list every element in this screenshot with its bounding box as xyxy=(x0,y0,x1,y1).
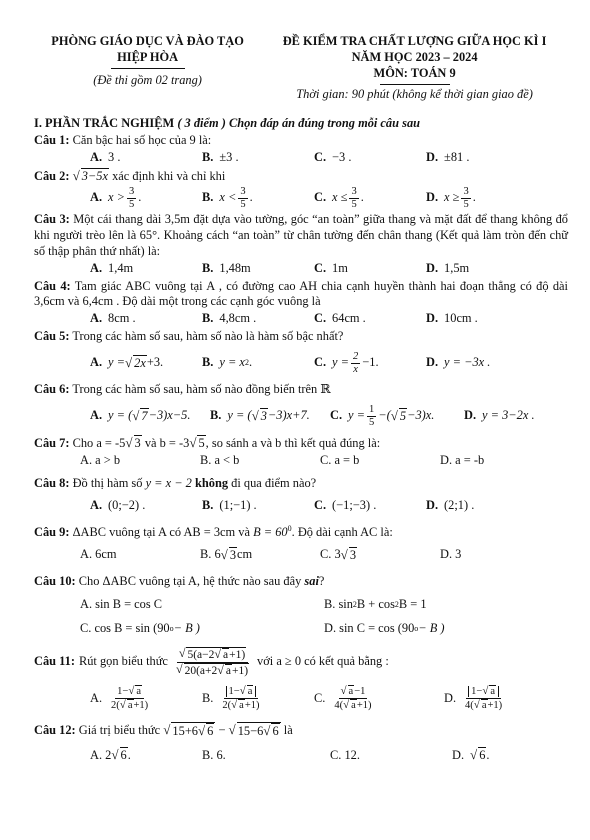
question-5 xyxy=(34,329,568,375)
option-d[interactable]: D. 1− √ a 4( √ a +1) xyxy=(444,685,503,711)
question-11-options xyxy=(90,685,568,711)
pages-note: (Đề thi gồm 02 trang) xyxy=(93,72,202,87)
answer-options xyxy=(80,547,568,564)
answer-options xyxy=(90,261,568,277)
option-a[interactable]: A. 6cm xyxy=(80,547,117,562)
question-label: Câu 3: xyxy=(34,212,70,227)
school-year: NĂM HỌC 2023 – 2024 xyxy=(351,49,478,64)
question-8: Câu 8: Đồ thị hàm số y = x − 2 không đi qua điểm nào? A. (0;−2) . B. (1;−1) . C. (−1;−3) . D. (2;1) . xyxy=(34,476,568,514)
option-c[interactable]: C. a = b xyxy=(320,453,360,468)
question-label: Câu 6: xyxy=(34,382,70,397)
question-text: Tam giác ABC vuông tại A , có đường cao AH chia cạnh huyền thành hai đoạn thẳng có độ dài 3,6cm và 6,4cm . Độ dài một trong các cạnh góc vuông là xyxy=(34,278,568,309)
option-a[interactable]: A. x > $\frac{3}{5}$ . xyxy=(90,186,142,210)
option-d[interactable]: D. x ≥ $\frac{3}{5}$ . xyxy=(426,186,476,210)
option-d[interactable]: D. √ 6 . xyxy=(452,747,490,763)
sqrt-expression: √ 3−5x xyxy=(72,168,108,184)
question-12: Câu 12: Giá trị biểu thức √ 15+6 √ 6 − √ 15−6 √ 6 là A. 2 √ 6 . B. 6. C. 12. D. √ 6 . xyxy=(34,722,568,765)
option-b[interactable]: B. x < $\frac{3}{5}$ . xyxy=(202,186,253,210)
option-d[interactable]: D. sin C = cos (90 o − B ) xyxy=(324,621,445,636)
question-4 xyxy=(34,279,568,328)
answer-options xyxy=(90,311,568,327)
question-label: Câu 10: xyxy=(34,573,76,588)
answer-options xyxy=(90,404,568,428)
option-d[interactable]: D. y = −3x . xyxy=(426,355,491,370)
question-label: Câu 11: xyxy=(34,654,75,669)
question-11: Câu 11: Rút gọn biểu thức √ 5(a−2 √ a +1) √ 20(a+2 √ a +1) với a ≥ 0 có kết quả bằng : xyxy=(34,646,389,677)
question-label: Câu 5: xyxy=(34,329,70,344)
option-d[interactable]: D. 3 xyxy=(440,547,462,562)
section-title: I. PHẦN TRẮC NGHIỆM xyxy=(34,115,175,130)
option-a[interactable]: A. (0;−2) . xyxy=(90,497,146,512)
option-a[interactable]: A. 1− √ a 2( √ a +1) xyxy=(90,685,149,711)
question-label: Câu 9: xyxy=(34,524,70,539)
option-a[interactable]: A. sin B = cos C xyxy=(80,597,163,612)
question-6 xyxy=(34,382,568,428)
question-text: Một cái thang dài 3,5m đặt dựa vào tường, góc “an toàn” giữa thang và mặt đất để thang không đổ khi người trèo lên là 65°. Khoảng cách “an toàn” từ chân tường đến chân thang (Kết quả làm tròn đến chữ số thập phân thứ nhất) là: xyxy=(34,212,568,258)
fraction: $\frac{2}{x}$ xyxy=(353,351,359,375)
fraction: $\frac{3}{5}$ xyxy=(351,186,357,210)
question-text: ΔABC vuông tại A có AB = 3cm và xyxy=(72,524,250,539)
answer-options xyxy=(90,150,568,166)
option-d[interactable]: D. ±81 . xyxy=(426,150,470,165)
fraction: $\frac{3}{5}$ xyxy=(463,186,469,210)
option-a[interactable]: A. 1,4m xyxy=(90,260,134,275)
exam-title: ĐỀ KIỂM TRA CHẤT LƯỢNG GIỮA HỌC KÌ I xyxy=(282,34,547,48)
answer-options-row2 xyxy=(80,621,568,637)
district-name: HIỆP HÒA xyxy=(117,49,179,64)
option-b[interactable]: B. (1;−1) . xyxy=(202,497,257,512)
question-text: Căn bậc hai số học của 9 là: xyxy=(72,133,212,148)
exam-header xyxy=(34,34,568,103)
option-d[interactable]: D. 1,5m xyxy=(426,260,470,275)
option-d[interactable]: D. (2;1) . xyxy=(426,497,475,512)
option-a[interactable]: A. 8cm . xyxy=(90,311,136,326)
answer-options xyxy=(80,453,568,469)
fraction: $\frac{1}{5}$ xyxy=(369,404,375,428)
answer-options-row1 xyxy=(80,597,568,613)
fraction: $\frac{3}{5}$ xyxy=(129,186,135,210)
question-label: Câu 12: xyxy=(34,722,76,737)
option-c[interactable]: C. −3 . xyxy=(314,150,352,165)
option-c[interactable]: C. cos B = sin (90 o − B ) xyxy=(80,621,200,636)
option-a[interactable]: A. 2 √ 6 . xyxy=(90,747,131,763)
option-c[interactable]: C. y = $\frac{2}{x}$ −1. xyxy=(314,351,379,375)
question-text: Cho a = -5 xyxy=(72,436,126,451)
question-text: Rút gọn biểu thức xyxy=(78,654,168,669)
time-note: Thời gian: 90 phút (không kể thời gian giao đề) xyxy=(296,86,533,101)
question-label: Câu 2: xyxy=(34,169,70,184)
section-score-note: ( 3 điểm ) Chọn đáp án đúng trong mỗi câu sau xyxy=(177,115,421,130)
header-left xyxy=(34,34,261,103)
option-c[interactable]: C. 12. xyxy=(330,747,360,762)
answer-options xyxy=(90,498,568,514)
option-c[interactable]: C. 1m xyxy=(314,260,348,275)
option-b[interactable]: B. 4,8cm . xyxy=(202,311,257,326)
question-text: Trong các hàm số sau, hàm số nào là hàm số bậc nhất? xyxy=(72,329,344,344)
option-b[interactable]: B. y = x 2 . xyxy=(202,355,253,370)
fraction: $\frac{3}{5}$ xyxy=(240,186,246,210)
option-d[interactable]: D. a = -b xyxy=(440,453,485,468)
option-b[interactable]: B. 1− √ a 2( √ a +1) xyxy=(202,685,260,711)
option-b[interactable]: B. a < b xyxy=(200,453,240,468)
section-heading xyxy=(34,116,568,132)
question-text: xác định khi và chỉ khi xyxy=(112,169,226,184)
option-b[interactable]: B. ±3 . xyxy=(202,150,239,165)
option-a[interactable]: A. y = ( √ 7 −3)x−5. xyxy=(90,407,191,423)
option-a[interactable]: A. y = √ 2x +3. xyxy=(90,354,164,370)
question-text: Trong các hàm số sau, hàm số nào đồng biến trên ℝ xyxy=(72,382,331,397)
question-text: Cho ΔABC vuông tại A, hệ thức nào sau đây xyxy=(78,573,302,588)
question-text: Đồ thị hàm số xyxy=(72,475,143,490)
question-label: Câu 8: xyxy=(34,475,70,490)
subject-underline xyxy=(380,84,450,85)
subject-name: MÔN: TOÁN 9 xyxy=(373,65,456,80)
option-b[interactable]: B. 6 √ 3 cm xyxy=(200,546,253,562)
question-1 xyxy=(34,133,568,166)
option-b[interactable]: B. 6. xyxy=(202,747,226,762)
option-d[interactable]: D. 10cm . xyxy=(426,311,478,326)
option-a[interactable]: A. a > b xyxy=(80,453,121,468)
option-c[interactable]: C. 64cm . xyxy=(314,311,366,326)
question-label: Câu 4: xyxy=(34,278,71,293)
option-b[interactable]: B. sin 2 B + cos 2 B = 1 xyxy=(324,597,427,612)
district-underline xyxy=(111,68,185,69)
question-9: Câu 9: ΔABC vuông tại A có AB = 3cm và $B = 60^0$. Độ dài cạnh AC là: A. 6cm B. 6 √ 3 cm C. 3 √ 3 D. 3 xyxy=(34,524,568,564)
question-2 xyxy=(34,168,568,210)
option-a[interactable]: A. 3 . xyxy=(90,150,121,165)
option-c[interactable]: C. √ a −1 4( √ a +1) xyxy=(314,685,372,711)
option-c[interactable]: C. (−1;−3) . xyxy=(314,497,377,512)
answer-options xyxy=(90,186,568,210)
answer-options xyxy=(90,747,568,764)
question-label: Câu 1: xyxy=(34,133,70,148)
expression-fraction: √ 5(a−2 √ a +1) √ 20(a+2 √ a +1) xyxy=(175,646,249,677)
option-d[interactable]: D. y = 3−2x . xyxy=(464,408,535,423)
question-3 xyxy=(34,212,568,277)
department-name: PHÒNG GIÁO DỤC VÀ ĐÀO TẠO xyxy=(51,34,244,48)
option-c[interactable]: C. y = $\frac{1}{5}$ −( √ 5 −3)x. xyxy=(330,404,435,428)
option-c[interactable]: C. 3 √ 3 xyxy=(320,546,357,562)
option-b[interactable]: B. y = ( √ 3 −3)x+7. xyxy=(210,407,310,423)
question-7: Câu 7: Cho a = -5 √ 3 và b = -3 √ 5 , so sánh a và b thì kết quả đúng là: A. a > b B. a < b C. a = b D. a = -b xyxy=(34,435,568,469)
question-text: Giá trị biểu thức xyxy=(78,722,161,737)
option-c[interactable]: C. x ≤ $\frac{3}{5}$ . xyxy=(314,186,364,210)
header-right xyxy=(261,34,568,103)
question-10: Câu 10: Cho ΔABC vuông tại A, hệ thức nào sau đây sai? A. sin B = cos C B. sin 2 B + cos 2 B = 1 C. cos B = sin (90 o − B ) D. sin C = cos (90 o − B ) xyxy=(34,574,568,638)
question-label: Câu 7: xyxy=(34,436,70,451)
option-b[interactable]: B. 1,48m xyxy=(202,260,251,275)
answer-options xyxy=(90,351,568,375)
